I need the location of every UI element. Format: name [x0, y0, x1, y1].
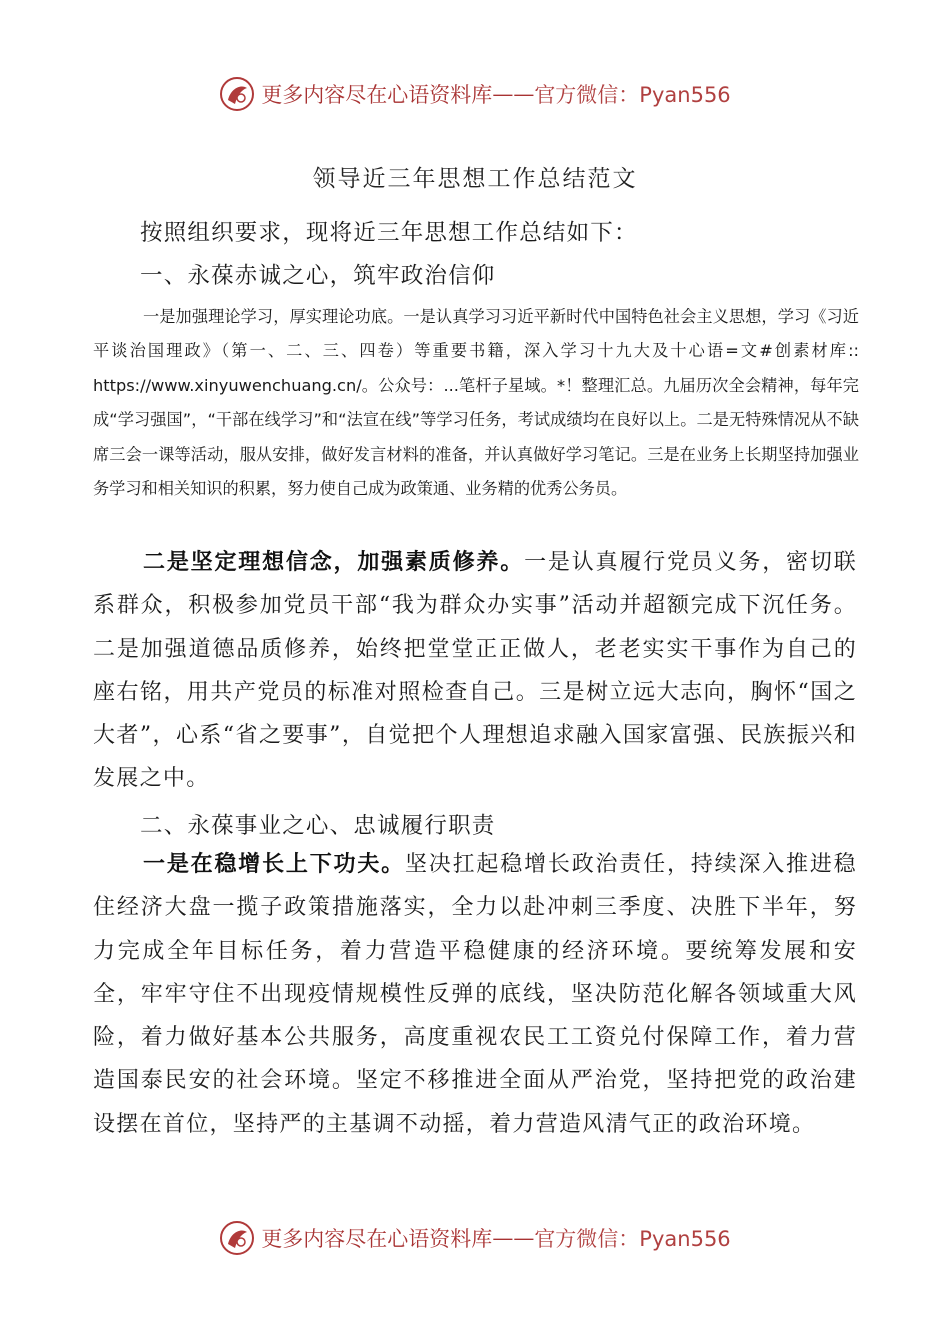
- logo-icon: [219, 76, 255, 112]
- paragraph-ideals: [93, 541, 857, 801]
- document-title: 领导近三年思想工作总结范文: [312, 166, 638, 192]
- paragraph-ideals-body: 一是认真履行党员义务，密切联系群众，积极参加党员干部“我为群众办实事”活动并超额完成下沉任务。二是加强道德品质修养，始终把堂堂正正做人，老老实实干事作为自己的座右铭，用共产党员的标准对照检查自己。三是树立远大志向，胸怀“国之大者”，心系“省之要事”，自觉把个人理想追求融入国家富强、民族振兴和发展之中。: [93, 550, 857, 792]
- logo-icon: [219, 1220, 255, 1256]
- banner-site-text: 更多内容尽在心语资料库: [261, 1227, 493, 1251]
- paragraph-ideals-lead: 二是坚定理想信念，加强素质修养。: [143, 550, 525, 575]
- section-2-heading: 二、永葆事业之心、忠诚履行职责: [140, 813, 496, 839]
- footer-banner: [0, 1216, 950, 1260]
- section-1-paragraph: 一是加强理论学习，厚实理论功底。一是认真学习习近平新时代中国特色社会主义思想，学习《习近平谈治国理政》（第一、二、三、四卷）等重要书籍，深入学习十九大及十心语=文#创素材库:: https://www.xinyuwenchuang.cn/。公众号：...笔杆子星域。*！整理汇总。九届历次全会精神，每年完成“学习强国”，“干部在线学习”和“法宣在线”等学习任务，考试成绩均在良好以上。二是无特殊情况从不缺席三会一课等活动，服从安排，做好发言材料的准备，并认真做好学习笔记。三是在业务上长期坚持加强业务学习和相关知识的积累，努力使自己成为政策通、业务精的优秀公务员。: [93, 307, 859, 499]
- intro-line: 按照组织要求，现将近三年思想工作总结如下：: [140, 220, 638, 246]
- banner-separator: ——: [492, 1226, 535, 1250]
- header-banner: [0, 72, 950, 116]
- paragraph-growth-body: 坚决扛起稳增长政治责任，持续深入推进稳住经济大盘一揽子政策措施落实，全力以赴冲刺三季度、决胜下半年，努力完成全年目标任务，着力营造平稳健康的经济环境。要统筹发展和安全，牢牢守住不出现疫情规模性反弹的底线，坚决防范化解各领域重大风险，着力做好基本公共服务，高度重视农民工工资兑付保障工作，着力营造国泰民安的社会环境。坚定不移推进全面从严治党，坚持把党的政治建设摆在首位，坚持严的主基调不动摇，着力营造风清气正的政治环境。: [93, 852, 857, 1137]
- section-1-heading: 一、永葆赤诚之心，筑牢政治信仰: [140, 263, 496, 289]
- paragraph-growth-lead: 一是在稳增长上下功夫。: [143, 852, 405, 877]
- banner-wechat-text: 官方微信：Pyan556: [534, 1227, 731, 1251]
- banner-site-text: 更多内容尽在心语资料库: [261, 83, 493, 107]
- banner-wechat-text: 官方微信：Pyan556: [534, 83, 731, 107]
- banner-separator: ——: [492, 82, 535, 106]
- paragraph-growth: [93, 843, 857, 1146]
